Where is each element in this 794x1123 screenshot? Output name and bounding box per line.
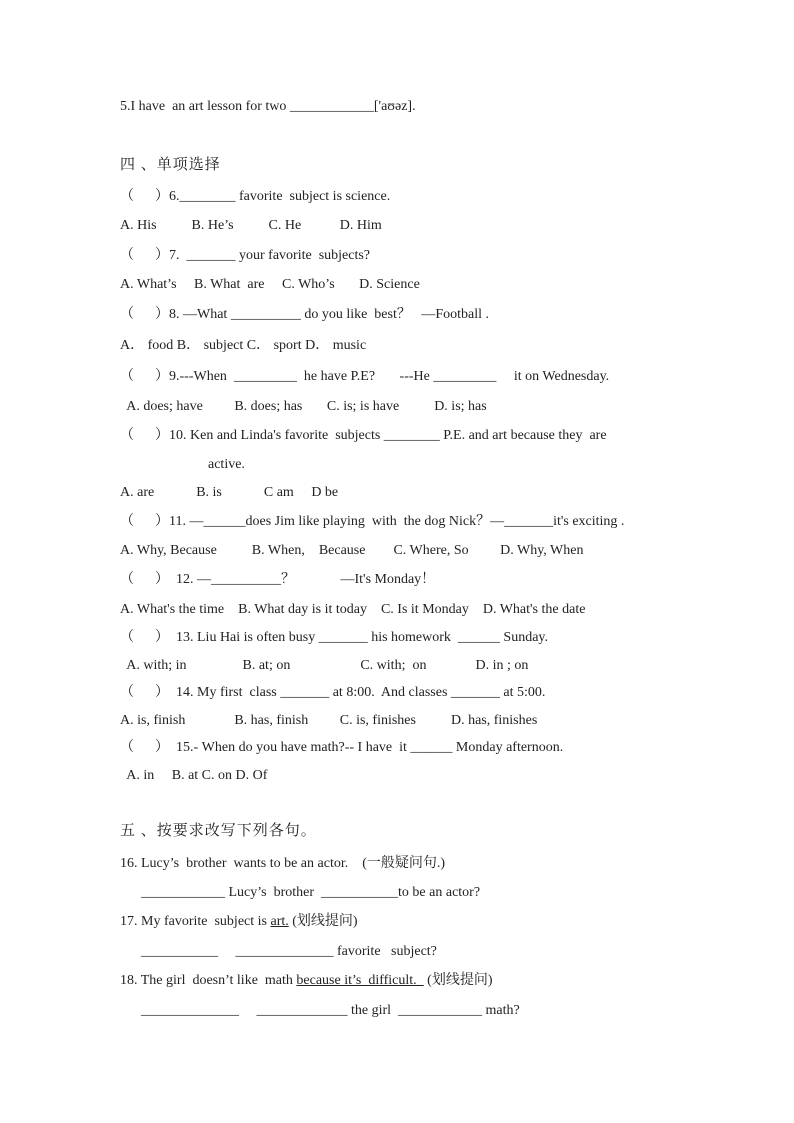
question-8-stem: （ ）8. —What __________ do you like best？ —Football . (120, 307, 490, 322)
question-17-stem-text: 17. My favorite subject is (120, 914, 271, 929)
question-17-underlined: art. (270, 914, 289, 929)
question-15-options: A. in B. at C. on D. Of (120, 768, 268, 783)
question-17-stem (120, 913, 358, 931)
question-6-options: A. His B. He’s C. He D. Him (120, 218, 382, 233)
question-18-stem (120, 972, 493, 990)
section-5-title: 五 、按要求改写下列各句。 (120, 823, 317, 839)
question-17-instruction: (划线提问) (288, 914, 358, 929)
section-4-title: 四 、单项选择 (120, 157, 221, 173)
question-18-underlined: because it’s difficult. (296, 973, 424, 988)
question-14-options: A. is, finish B. has, finish C. is, finishes D. has, finishes (120, 713, 538, 728)
question-10-stem: （ ）10. Ken and Linda's favorite subjects ________ P.E. and art because they are (120, 428, 607, 443)
question-5: 5.I have an art lesson for two ____________['aʊəz]. (120, 99, 416, 114)
question-6-stem: （ ）6.________ favorite subject is science. (120, 189, 391, 204)
question-18-stem-text: 18. The girl doesn’t like math (120, 973, 297, 988)
question-18-instruction: (划线提问) (423, 973, 493, 988)
question-16-stem: 16. Lucy’s brother wants to be an actor. (一般疑问句.) (120, 856, 446, 871)
question-7-options: A. What’s B. What are C. Who’s D. Science (120, 277, 420, 292)
question-11-stem: （ ）11. —______does Jim like playing with the dog Nick？—_______it's exciting . (120, 514, 625, 529)
question-17-answer-line: ___________ ______________ favorite subject? (120, 944, 437, 959)
question-18-answer-line: ______________ _____________ the girl ____________ math? (120, 1003, 520, 1018)
question-13-options: A. with; in B. at; on C. with; on D. in ; on (120, 658, 529, 673)
question-13-stem: （ ） 13. Liu Hai is often busy _______ his homework ______ Sunday. (120, 630, 549, 645)
question-10-stem-continued: active. (208, 457, 245, 472)
question-14-stem: （ ） 14. My first class _______ at 8:00. And classes _______ at 5:00. (120, 685, 546, 700)
question-11-options: A. Why, Because B. When, Because C. Where, So D. Why, When (120, 543, 584, 558)
question-10-options: A. are B. is C am D be (120, 485, 339, 500)
question-12-stem: （ ） 12. —__________？ —It's Monday！ (120, 572, 436, 587)
question-7-stem: （ ）7. _______ your favorite subjects? (120, 248, 371, 263)
question-12-options: A. What's the time B. What day is it today C. Is it Monday D. What's the date (120, 602, 586, 617)
question-16-answer-line: ____________ Lucy’s brother ___________to be an actor? (120, 885, 481, 900)
question-15-stem: （ ） 15.- When do you have math?-- I have it ______ Monday afternoon. (120, 740, 564, 755)
question-9-stem: （ ）9.---When _________ he have P.E? ---He _________ it on Wednesday. (120, 369, 610, 384)
question-8-options: A． food B． subject C． sport D． music (120, 338, 367, 353)
question-9-options: A. does; have B. does; has C. is; is have D. is; has (120, 399, 487, 414)
